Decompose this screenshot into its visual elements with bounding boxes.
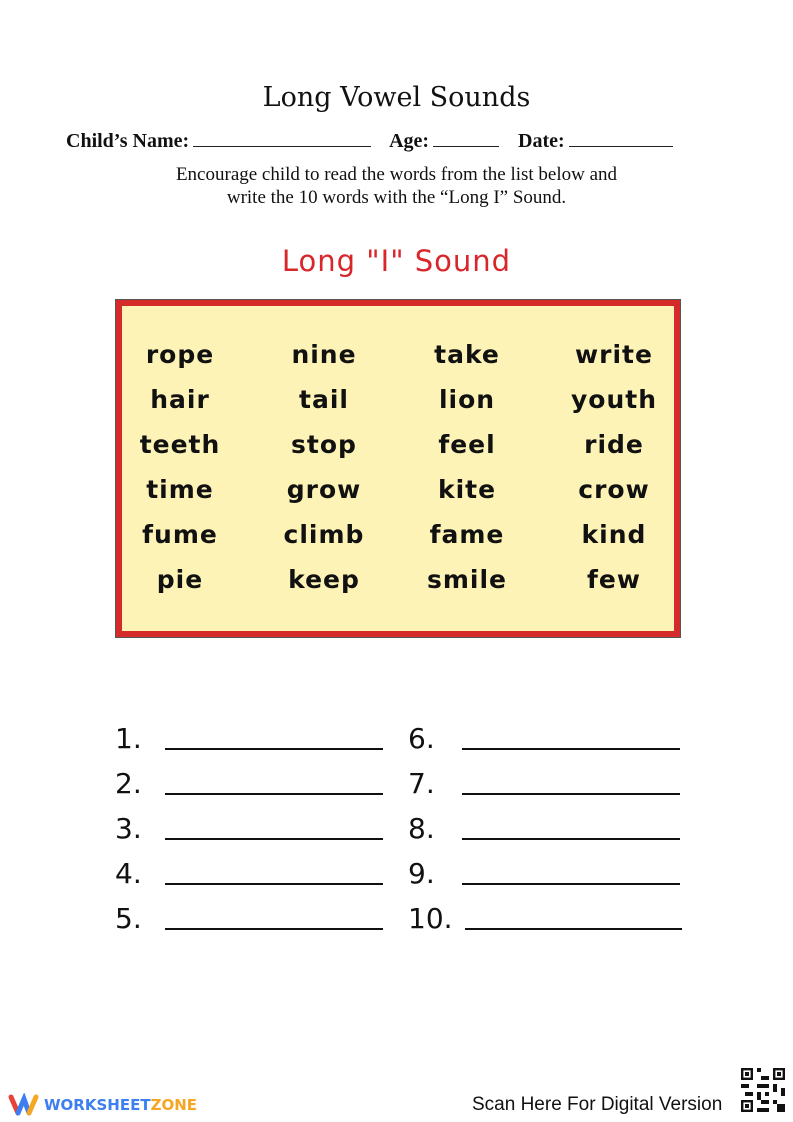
answer-number: 7. bbox=[408, 767, 435, 800]
word-item: write bbox=[575, 340, 653, 369]
word-item: fume bbox=[142, 520, 218, 549]
instructions-line: Encourage child to read the words from the list below and bbox=[175, 164, 618, 185]
word-item: kind bbox=[581, 520, 647, 549]
word-item: kite bbox=[437, 475, 497, 504]
instructions bbox=[0, 163, 793, 209]
answer-line[interactable] bbox=[465, 928, 682, 930]
word-item: fame bbox=[429, 520, 505, 549]
answer-line[interactable] bbox=[165, 838, 383, 840]
word-item: climb bbox=[283, 520, 365, 549]
section-title: Long "I" Sound bbox=[281, 244, 512, 278]
answer-number: 3. bbox=[115, 812, 142, 845]
answer-line[interactable] bbox=[462, 748, 680, 750]
word-item: time bbox=[146, 475, 214, 504]
word-item: smile bbox=[426, 565, 508, 594]
answer-number: 4. bbox=[115, 857, 142, 890]
answer-number: 1. bbox=[115, 722, 142, 755]
age-field[interactable] bbox=[433, 128, 499, 147]
word-item: lion bbox=[438, 385, 496, 414]
word-item: youth bbox=[570, 385, 658, 414]
word-item: stop bbox=[291, 430, 357, 459]
answer-line[interactable] bbox=[165, 928, 383, 930]
answer-line[interactable] bbox=[165, 793, 383, 795]
qr-code-icon[interactable] bbox=[741, 1068, 785, 1112]
date-field[interactable] bbox=[569, 128, 673, 147]
word-item: teeth bbox=[139, 430, 221, 459]
answer-number: 8. bbox=[408, 812, 435, 845]
brand-name-suffix: ZONE bbox=[150, 1096, 197, 1114]
word-item: pie bbox=[156, 565, 204, 594]
word-item: nine bbox=[291, 340, 357, 369]
page-title: Long Vowel Sounds bbox=[262, 82, 531, 113]
age-label: Age: bbox=[389, 130, 430, 152]
answer-line[interactable] bbox=[462, 883, 680, 885]
answer-line[interactable] bbox=[462, 838, 680, 840]
word-item: crow bbox=[578, 475, 650, 504]
answer-line[interactable] bbox=[462, 793, 680, 795]
date-label: Date: bbox=[518, 130, 565, 152]
name-label: Child’s Name: bbox=[66, 130, 190, 152]
answer-line[interactable] bbox=[165, 748, 383, 750]
answer-number: 2. bbox=[115, 767, 142, 800]
answer-line[interactable] bbox=[165, 883, 383, 885]
answer-number: 6. bbox=[408, 722, 435, 755]
word-item: feel bbox=[438, 430, 496, 459]
word-item: hair bbox=[150, 385, 210, 414]
answer-number: 9. bbox=[408, 857, 435, 890]
word-item: rope bbox=[145, 340, 215, 369]
student-info-fields bbox=[66, 128, 673, 153]
word-item: ride bbox=[584, 430, 644, 459]
worksheet-zone-logo bbox=[8, 1093, 197, 1117]
word-item: few bbox=[587, 565, 641, 594]
answer-number: 5. bbox=[115, 902, 142, 935]
word-item: tail bbox=[299, 385, 349, 414]
word-item: keep bbox=[288, 565, 360, 594]
brand-name: WORKSHEET bbox=[44, 1096, 151, 1114]
name-field[interactable] bbox=[193, 128, 371, 147]
logo-icon bbox=[8, 1093, 40, 1117]
scan-text: Scan Here For Digital Version bbox=[472, 1094, 723, 1115]
word-item: grow bbox=[286, 475, 362, 504]
word-item: take bbox=[434, 340, 500, 369]
instructions-line: write the 10 words with the “Long I” Sound. bbox=[226, 187, 567, 208]
answer-number: 10. bbox=[408, 902, 453, 935]
